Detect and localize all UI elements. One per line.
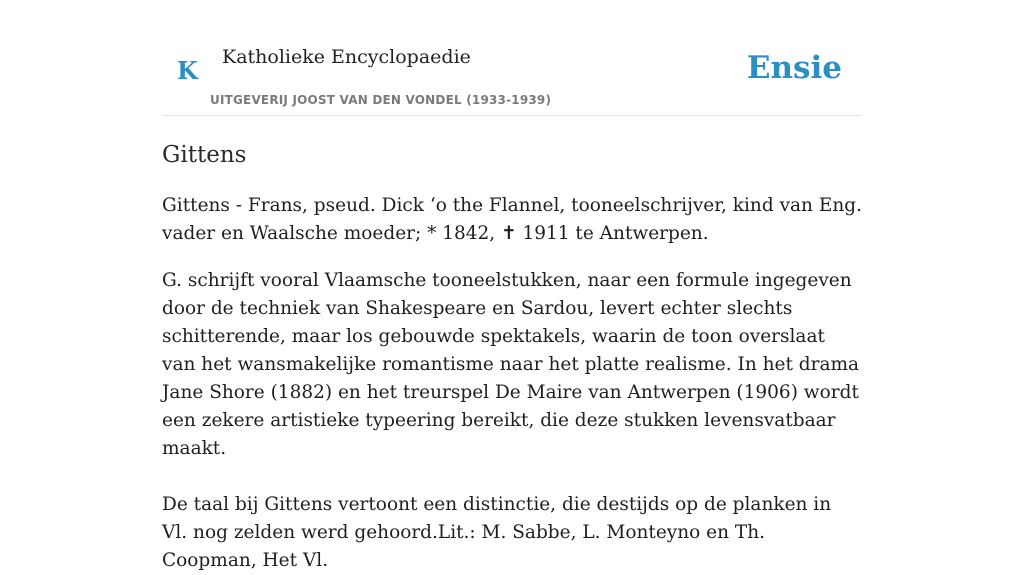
page bbox=[162, 0, 862, 575]
article-paragraph: G. schrijft vooral Vlaamsche tooneelstukken, naar een formule ingegeven door de techniek van Shakespeare en Sardou, levert echter slechts schitterende, maar los gebouwde spektakels, waarin de toon overslaat van het wansmakelijke romantisme naar het platte realisme. In het drama Jane Shore (1882) en het treurspel De Maire van Antwerpen (1906) wordt een zekere artistieke typeering bereikt, die deze stukken levensvatbaar maakt. bbox=[162, 270, 860, 459]
publisher-subtitle: UITGEVERIJ JOOST VAN DEN VONDEL (1933-1939) bbox=[210, 93, 552, 107]
ensie-brand-logo[interactable]: Ensie bbox=[746, 50, 842, 86]
site-header bbox=[162, 0, 862, 116]
article-paragraph: De taal bij Gittens vertoont een distinctie, die destijds op de planken in Vl. nog zelden werd gehoord.Lit.: M. Sabbe, L. Monteyno en Th. Coopman, Het Vl. bbox=[162, 494, 832, 571]
site-title[interactable]: Katholieke Encyclopaedie bbox=[222, 46, 471, 68]
article-paragraph: Gittens - Frans, pseud. Dick ʻo the Flannel, tooneelschrijver, kind van Eng. vader en Waalsche moeder; * 1842, ✝ 1911 te Antwerpen. bbox=[162, 195, 862, 244]
article-title: Gittens bbox=[162, 142, 247, 168]
encyclopedia-logo[interactable]: K bbox=[177, 56, 198, 85]
